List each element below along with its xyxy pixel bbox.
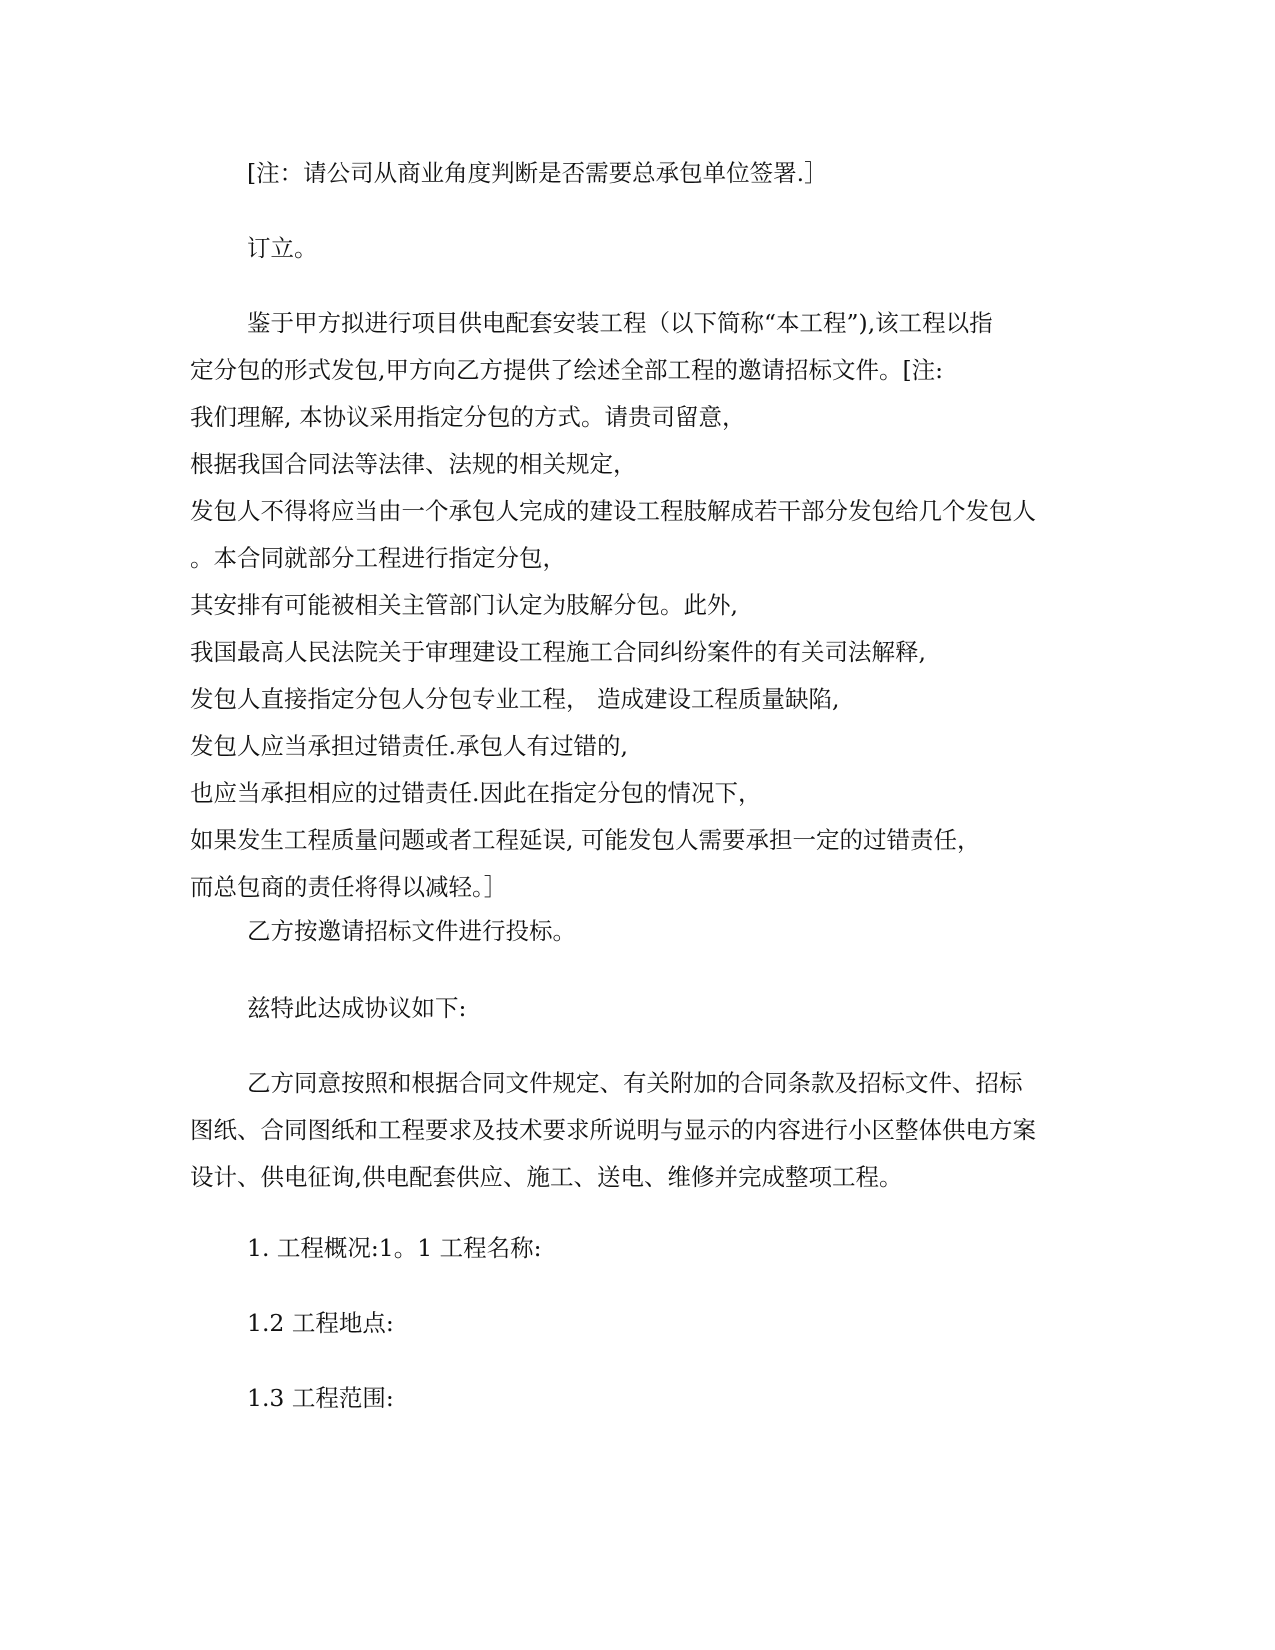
text-line: 1.2 工程地点: bbox=[247, 1309, 394, 1337]
note-signing-paragraph bbox=[190, 150, 1090, 197]
text-line: 我们理解, 本协议采用指定分包的方式。请贵司留意， bbox=[190, 403, 746, 431]
text-line: 发包人不得将应当由一个承包人完成的建设工程肢解成若干部分发包给几个发包人 bbox=[190, 497, 1036, 525]
text-line: 。本合同就部分工程进行指定分包， bbox=[190, 544, 566, 572]
clause-1-2-paragraph bbox=[190, 1300, 1090, 1347]
text-line: [注：请公司从商业角度判断是否需要总承包单位签署.］ bbox=[247, 159, 828, 187]
text-line: 订立。 bbox=[247, 234, 318, 262]
text-line: 乙方按邀请招标文件进行投标。 bbox=[247, 917, 576, 945]
text-line: 其安排有可能被相关主管部门认定为肢解分包。此外, bbox=[190, 591, 738, 619]
recital-paragraph bbox=[190, 300, 1090, 911]
text-line: 1. 工程概况:1。1 工程名称: bbox=[247, 1234, 542, 1262]
text-line: 兹特此达成协议如下: bbox=[247, 994, 467, 1022]
text-line: 发包人应当承担过错责任.承包人有过错的, bbox=[190, 732, 628, 760]
text-line: 发包人直接指定分包人分包专业工程， 造成建设工程质量缺陷, bbox=[190, 685, 840, 713]
text-line: 如果发生工程质量问题或者工程延误, 可能发包人需要承担一定的过错责任， bbox=[190, 826, 981, 854]
text-line: 而总包商的责任将得以减轻。］ bbox=[190, 873, 508, 901]
established-paragraph bbox=[190, 225, 1090, 272]
text-line: 图纸、合同图纸和工程要求及技术要求所说明与显示的内容进行小区整体供电方案 bbox=[190, 1116, 1036, 1144]
text-line: 鉴于甲方拟进行项目供电配套安装工程（以下简称“本工程”),该工程以指 bbox=[247, 309, 993, 337]
clause-1-paragraph bbox=[190, 1225, 1090, 1272]
bid-paragraph bbox=[190, 908, 1090, 955]
text-line: 我国最高人民法院关于审理建设工程施工合同纠纷案件的有关司法解释, bbox=[190, 638, 926, 666]
text-line: 定分包的形式发包,甲方向乙方提供了绘述全部工程的邀请招标文件。[注: bbox=[190, 356, 944, 384]
clause-1-3-paragraph bbox=[190, 1375, 1090, 1422]
agreement-paragraph bbox=[190, 985, 1090, 1032]
text-line: 设计、供电征询,供电配套供应、施工、送电、维修并完成整项工程。 bbox=[190, 1163, 903, 1191]
text-line: 乙方同意按照和根据合同文件规定、有关附加的合同条款及招标文件、招标 bbox=[247, 1069, 1023, 1097]
text-line: 也应当承担相应的过错责任.因此在指定分包的情况下， bbox=[190, 779, 762, 807]
text-line: 根据我国合同法等法律、法规的相关规定， bbox=[190, 450, 637, 478]
text-line: 1.3 工程范围: bbox=[247, 1384, 394, 1412]
consent-paragraph bbox=[190, 1060, 1090, 1201]
